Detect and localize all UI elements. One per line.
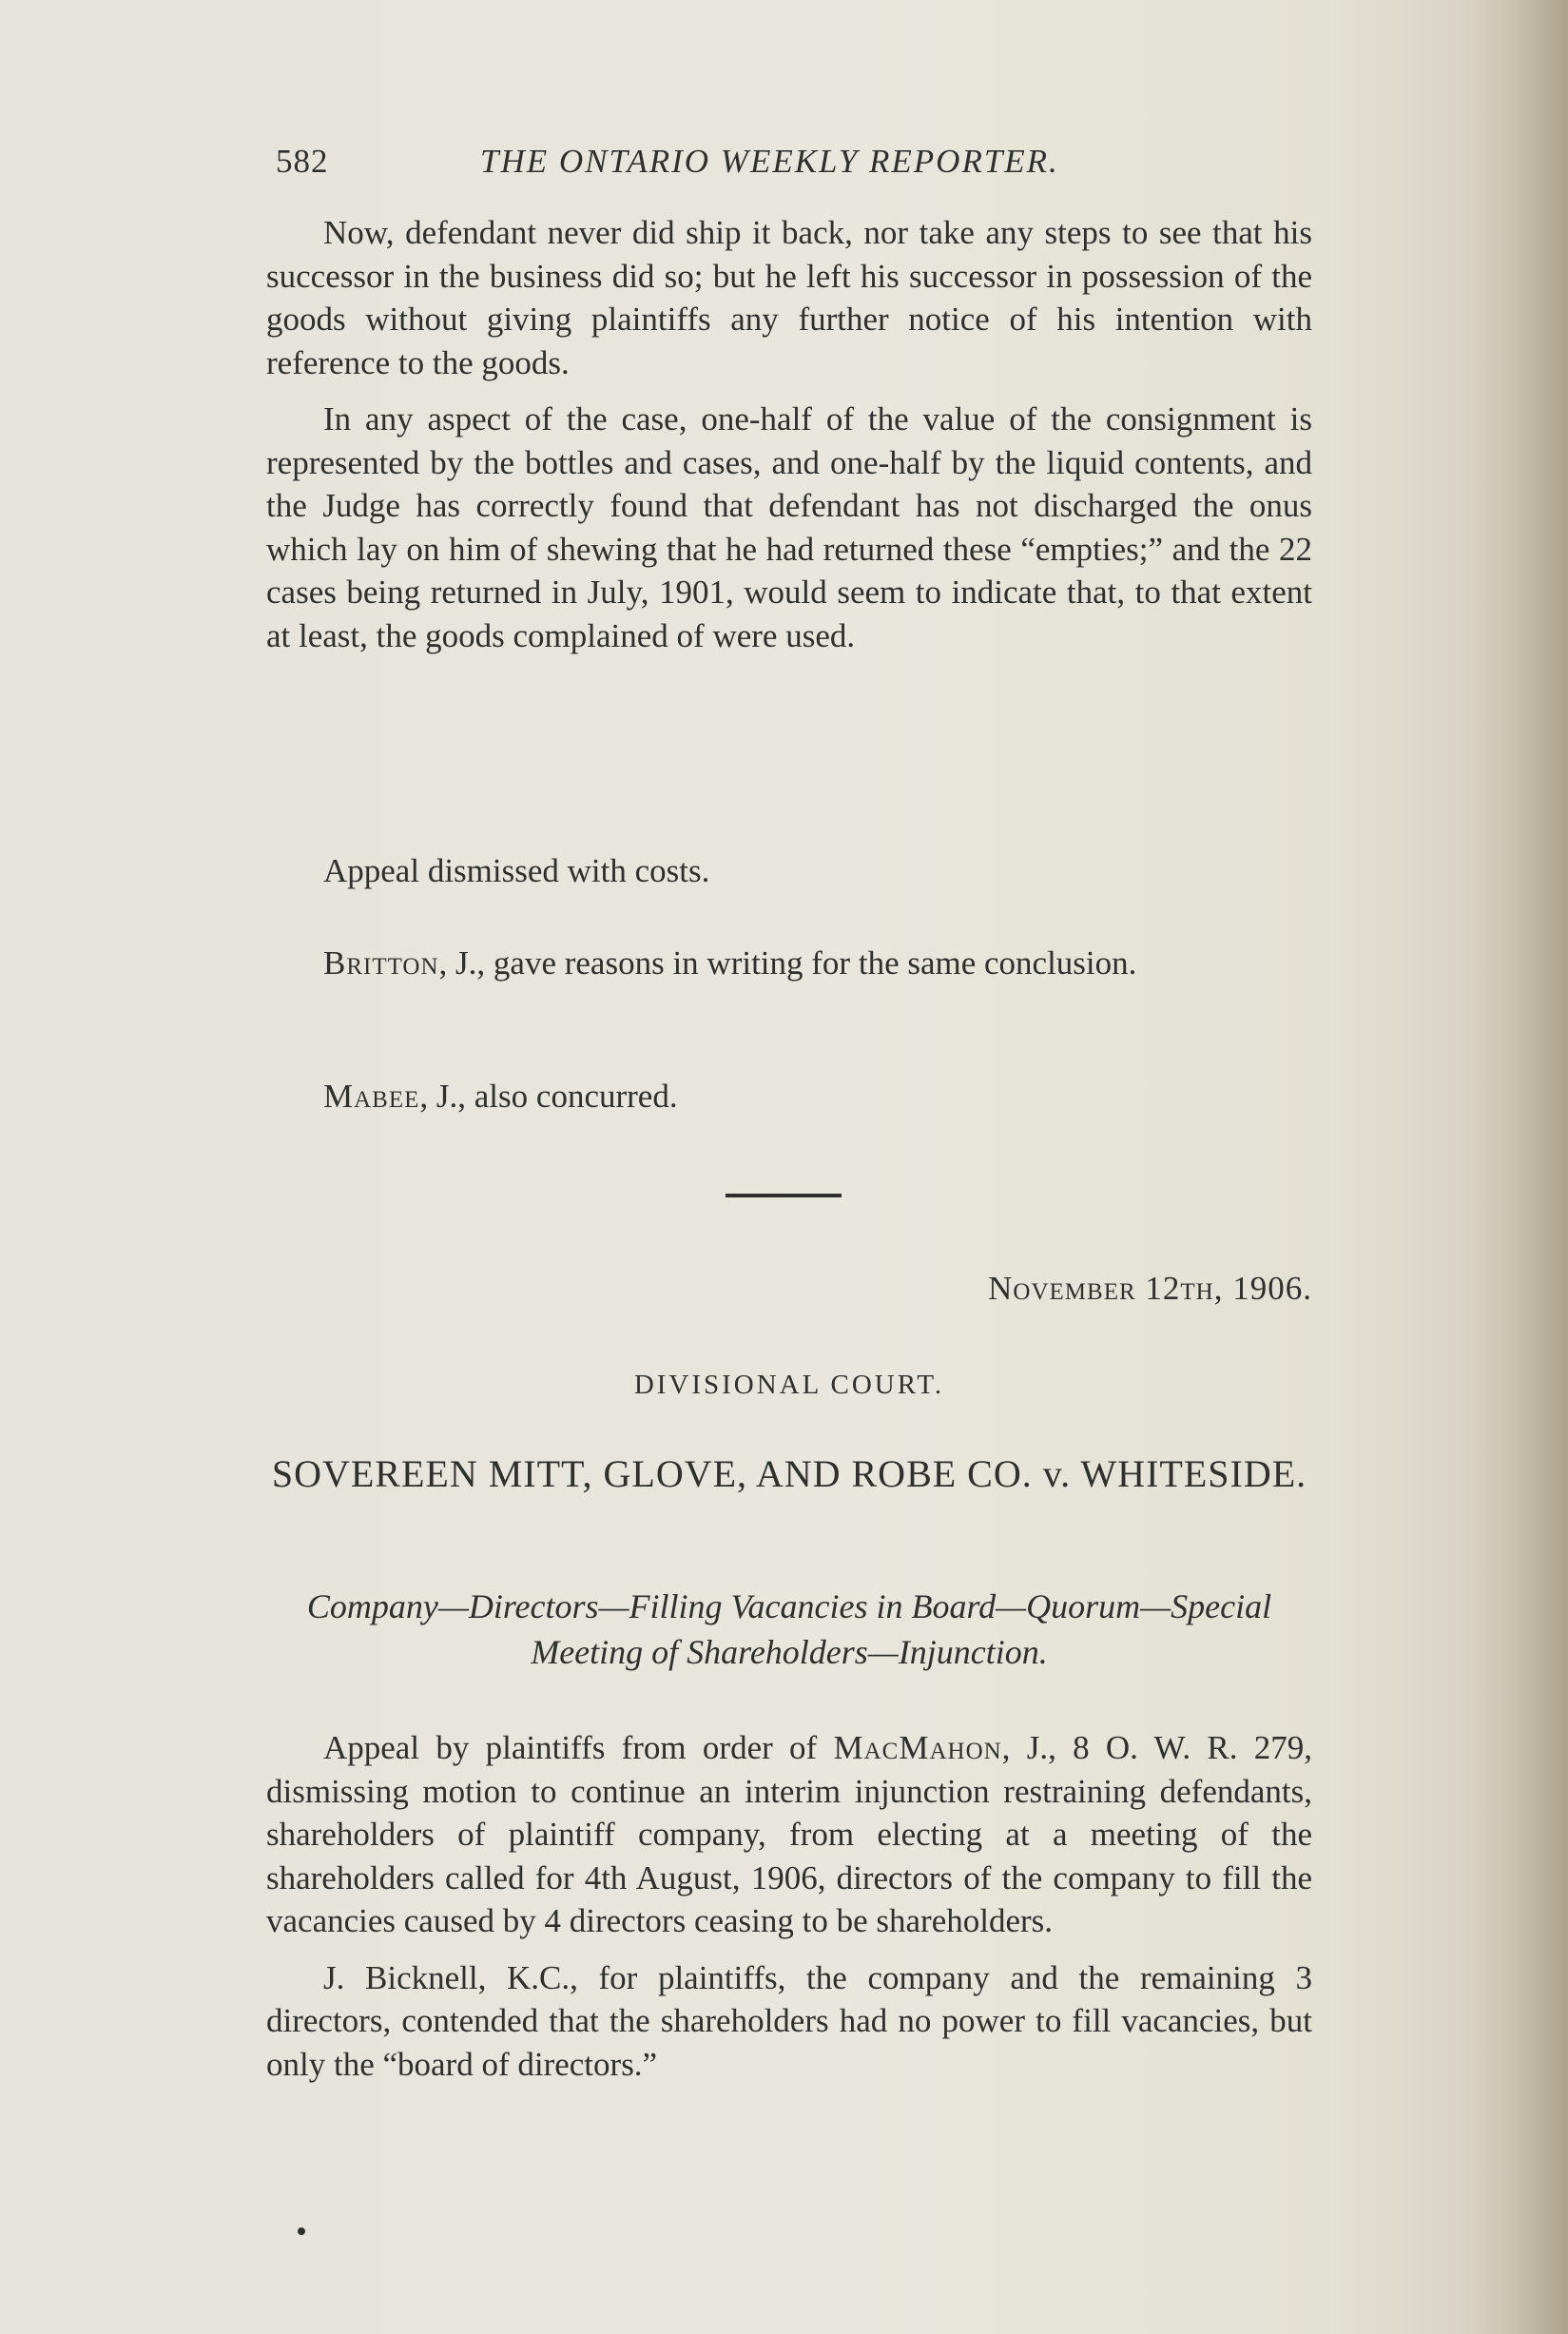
appeal-description-start: Appeal by plaintiffs from order of bbox=[323, 1729, 834, 1766]
decision-date-text: November 12th, 1906. bbox=[988, 1270, 1312, 1307]
page-number: 582 bbox=[276, 143, 329, 180]
top-text-block bbox=[266, 211, 1312, 657]
judge-name-mabee: Mabee bbox=[323, 1078, 420, 1115]
paragraph-consignment-value: In any aspect of the case, one-half of the value of the consignment is represented by the bottles and cases, and one-half by the liquid contents, and the Judge has correctly found that defendant has not discharged the onus which lay on him of shewing that he had returned these “empties;” and the 22 cases being returned in July, 1901, would seem to indicate that, to that extent at least, the goods complained of were used. bbox=[266, 400, 1312, 654]
paragraph-appeal-description bbox=[266, 1726, 1312, 1943]
court-name: DIVISIONAL COURT. bbox=[633, 1370, 945, 1400]
section-divider bbox=[726, 1194, 842, 1197]
case-body-block bbox=[266, 1726, 1312, 2086]
paragraph-appeal-dismissed: Appeal dismissed with costs. bbox=[323, 852, 710, 889]
ink-speck bbox=[298, 2227, 305, 2235]
decision-date bbox=[266, 1270, 1312, 1308]
mabee-text: , J., also concurred. bbox=[419, 1078, 678, 1115]
journal-title: THE ONTARIO WEEKLY REPORTER. bbox=[480, 143, 1059, 180]
appeal-dismissed-block bbox=[266, 849, 1312, 893]
binding-shadow bbox=[1463, 0, 1568, 2334]
judge-name-macmahon: MacMahon bbox=[833, 1729, 1002, 1766]
paragraph-goods-not-returned: Now, defendant never did ship it back, nor take any steps to see that his successor in the business did so; but he left his successor in possession of the goods without giving plaintiffs any further notice of his intention with reference to the goods. bbox=[266, 214, 1312, 381]
case-headnote: Company—Directors—Filling Vacancies in Board—Quorum—Special Meeting of Shareholders—Injunction. bbox=[306, 1587, 1272, 1671]
appeal-description-rest: , J., 8 O. W. R. 279, dismissing motion to continue an interim injunction restraining defendants, shareholders of plaintiff company, from electing at a meeting of the shareholders called for 4th August, 1906, directors of the company to fill the vacancies caused by 4 directors ceasing to be shareholders. bbox=[266, 1729, 1312, 1939]
running-head bbox=[276, 143, 1322, 190]
mabee-block bbox=[266, 1075, 1312, 1118]
judge-name-britton: Britton bbox=[323, 944, 439, 982]
paragraph-britton bbox=[266, 942, 1312, 985]
britton-text: , J., gave reasons in writing for the same conclusion. bbox=[438, 944, 1137, 982]
case-title: SOVEREEN MITT, GLOVE, AND ROBE CO. v. WHITESIDE. bbox=[271, 1452, 1307, 1495]
paragraph-mabee bbox=[266, 1075, 1312, 1118]
britton-block bbox=[266, 942, 1312, 985]
paragraph-counsel-argument: J. Bicknell, K.C., for plaintiffs, the company and the remaining 3 directors, contended that the shareholders had no power to fill vacancies, but only the “board of directors.” bbox=[266, 1958, 1312, 2083]
